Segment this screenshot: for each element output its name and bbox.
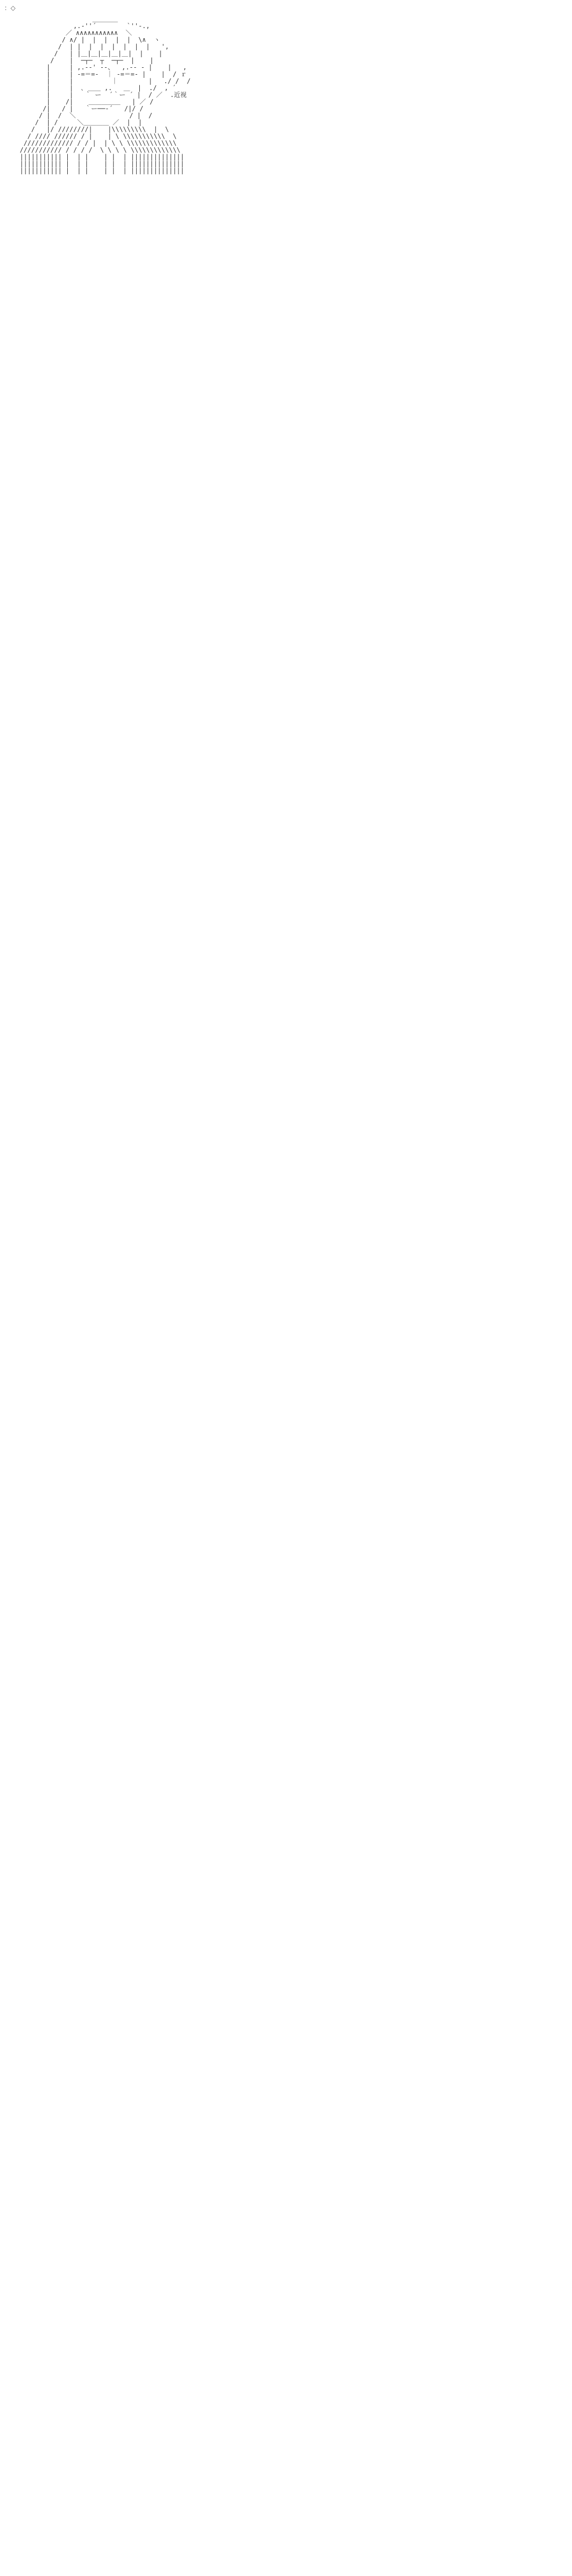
ascii-art-figure: ＿＿＿＿ ,.-''´ `''-., ／ ∧∧∧∧∧∧∧∧∧∧∧ ＼ / ∧/ | | | | | \∧ ヽ / | | | | | | | | ', / | |＿|＿|＿|＿|＿| | | / | ─┬─ ┬ ─┬─ | | | | ,.-‐' ‐-、 ,.-‐ ‐ | | , | | ‐=＝=- ｜ -=＝=‐ | | / ｒ | | ｜ | ./ / / | | ､ ＿＿ ,. ＿ | ./ , ´ | | ｀ ー ´｀ー ´ | / ／ .近视 | /| ＿＿＿＿＿ | ／ / /| / | ｀ー──‐´ /|/ / / | / ＼ / | / / | / ＼＿＿＿＿ ／ | | / |/ ////////| |\\\\\\\\\ | \ / //// ////// / | | \ \\\\\\\\\\\ \ ///////////// / / | | \ \ \\\\\\\\\\\\\ /////////// / / / / \ \ \ \ \\\\\\\\\\\\\ ||||||||||| | | | | | | |||||||||||||| ||||||||||| | | | | | | |||||||||||||| ||||||||||| | | | | | | ||||||||||||||	[20, 15, 191, 174]
post-header: ：◇	[4, 4, 16, 12]
